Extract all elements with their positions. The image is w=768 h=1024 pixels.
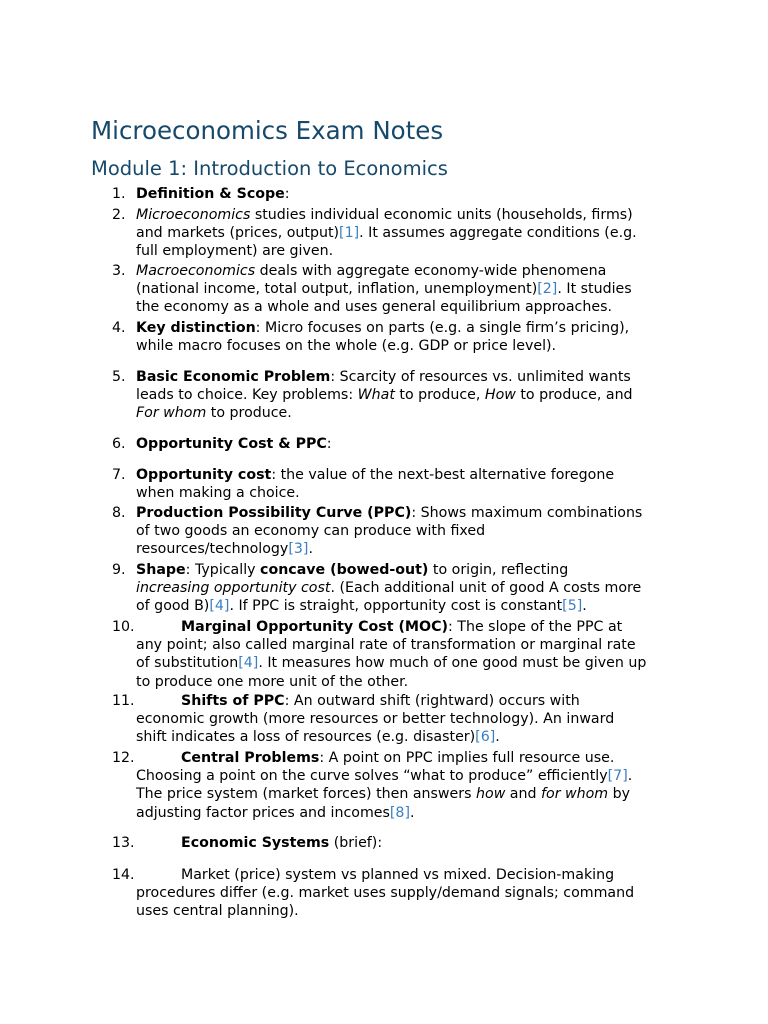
list-item-4 bbox=[112, 319, 692, 355]
bold-text: Definition & Scope bbox=[136, 186, 285, 202]
list-item-8 bbox=[112, 504, 692, 559]
body-text: to produce. bbox=[206, 405, 292, 422]
item-line bbox=[136, 522, 692, 540]
module-heading: Module 1: Introduction to Economics bbox=[91, 157, 448, 180]
body-text: economic growth (more resources or better technology). An inward bbox=[136, 711, 615, 728]
item-number: 7. bbox=[112, 467, 126, 483]
list-item-14 bbox=[112, 866, 692, 921]
item-line bbox=[136, 368, 692, 386]
item-text bbox=[136, 466, 692, 502]
item-text bbox=[136, 561, 692, 616]
item-number: 8. bbox=[112, 505, 126, 521]
item-line bbox=[136, 404, 692, 422]
item-line bbox=[136, 206, 692, 224]
body-text: procedures differ (e.g. market uses supply/demand signals; command bbox=[136, 885, 635, 902]
bold-text: Economic Systems bbox=[181, 835, 330, 851]
body-text: and markets (prices, output) bbox=[136, 225, 340, 242]
body-text: Market (price) system vs planned vs mixed. Decision-making bbox=[181, 867, 615, 883]
body-text: : The slope of the PPC at bbox=[448, 619, 623, 635]
item-line bbox=[136, 884, 692, 902]
bold-text: Marginal Opportunity Cost (MOC) bbox=[181, 619, 448, 635]
body-text: . bbox=[308, 541, 313, 558]
bold-text: Production Possibility Curve (PPC) bbox=[136, 505, 412, 521]
bold-text: Key distinction bbox=[136, 320, 256, 336]
citation-link[interactable]: [3] bbox=[288, 541, 309, 558]
item-line bbox=[136, 280, 692, 298]
item-line bbox=[136, 466, 692, 484]
body-text: . It studies bbox=[557, 281, 632, 298]
list-item-7 bbox=[112, 466, 692, 502]
item-text bbox=[136, 435, 692, 453]
item-line bbox=[136, 902, 692, 920]
item-line bbox=[136, 262, 692, 280]
body-text: of good B) bbox=[136, 598, 210, 615]
list-item-2 bbox=[112, 206, 692, 261]
body-text: : bbox=[326, 436, 332, 452]
item-text bbox=[136, 206, 692, 261]
item-text bbox=[136, 262, 692, 317]
body-text: . bbox=[495, 729, 500, 746]
bold-text: Shifts of PPC bbox=[181, 693, 285, 709]
item-number: 4. bbox=[112, 320, 126, 336]
bold-text: Central Problems bbox=[181, 750, 320, 766]
item-text bbox=[136, 319, 692, 355]
item-text bbox=[136, 834, 692, 852]
body-text: to produce, bbox=[394, 387, 485, 404]
item-line bbox=[136, 337, 692, 355]
item-number: 12. bbox=[112, 750, 135, 766]
body-text: the economy as a whole and uses general equilibrium approaches. bbox=[136, 299, 612, 316]
body-text: : bbox=[284, 186, 290, 202]
body-text: : Micro focuses on parts (e.g. a single firm’s pricing), bbox=[255, 320, 630, 336]
body-text: resources/technology bbox=[136, 541, 289, 558]
italic-text: how bbox=[476, 786, 506, 803]
item-line bbox=[136, 386, 692, 404]
citation-link[interactable]: [5] bbox=[562, 598, 583, 615]
body-text: : An outward shift (rightward) occurs with bbox=[284, 693, 580, 709]
italic-text: Microeconomics bbox=[136, 207, 251, 223]
item-line bbox=[136, 767, 692, 785]
citation-link[interactable]: [2] bbox=[537, 281, 558, 298]
body-text: of substitution bbox=[136, 655, 239, 672]
item-line bbox=[136, 435, 692, 453]
item-number: 6. bbox=[112, 436, 126, 452]
body-text: full employment) are given. bbox=[136, 243, 334, 260]
list-item-12 bbox=[112, 749, 692, 822]
item-number: 5. bbox=[112, 369, 126, 385]
body-text: . It measures how much of one good must be given up bbox=[258, 655, 647, 672]
body-text: while macro focuses on the whole (e.g. GDP or price level). bbox=[136, 338, 557, 355]
item-line bbox=[136, 242, 692, 260]
body-text: when making a choice. bbox=[136, 485, 300, 502]
body-text: studies individual economic units (households, firms) bbox=[250, 207, 633, 223]
item-number: 11. bbox=[112, 693, 135, 709]
item-line bbox=[136, 319, 692, 337]
citation-link[interactable]: [4] bbox=[209, 598, 230, 615]
body-text: . If PPC is straight, opportunity cost is constant bbox=[229, 598, 563, 615]
item-line bbox=[136, 673, 692, 691]
body-text: uses central planning). bbox=[136, 903, 299, 920]
item-line bbox=[136, 749, 692, 767]
citation-link[interactable]: [1] bbox=[339, 225, 360, 242]
item-line bbox=[136, 710, 692, 728]
item-text bbox=[136, 692, 692, 747]
item-text bbox=[136, 866, 692, 921]
item-number: 1. bbox=[112, 186, 126, 202]
item-line bbox=[136, 504, 692, 522]
item-line bbox=[136, 636, 692, 654]
body-text: leads to choice. Key problems: bbox=[136, 387, 358, 404]
citation-link[interactable]: [6] bbox=[475, 729, 496, 746]
item-line bbox=[136, 866, 692, 884]
citation-link[interactable]: [7] bbox=[607, 768, 628, 785]
body-text: . (Each additional unit of good A costs more bbox=[330, 580, 642, 597]
item-line bbox=[136, 579, 692, 597]
item-number: 10. bbox=[112, 619, 135, 635]
body-text: . bbox=[410, 804, 415, 821]
list-item-3 bbox=[112, 262, 692, 317]
body-text: to origin, reflecting bbox=[428, 562, 569, 578]
item-line bbox=[136, 692, 692, 710]
item-number: 14. bbox=[112, 867, 135, 883]
item-number: 13. bbox=[112, 835, 135, 851]
body-text: . It assumes aggregate conditions (e.g. bbox=[359, 225, 637, 242]
italic-text: Macroeconomics bbox=[136, 263, 256, 279]
list-item-5 bbox=[112, 368, 692, 423]
body-text: adjusting factor prices and incomes bbox=[136, 804, 390, 821]
item-number: 9. bbox=[112, 562, 126, 578]
body-text: to produce one more unit of the other. bbox=[136, 673, 409, 690]
item-line bbox=[136, 561, 692, 579]
item-line bbox=[136, 484, 692, 502]
citation-link[interactable]: [8] bbox=[389, 804, 410, 821]
bold-text: concave (bowed-out) bbox=[260, 562, 429, 578]
body-text: any point; also called marginal rate of transformation or marginal rate bbox=[136, 637, 636, 654]
body-text: (national income, total output, inflation, unemployment) bbox=[136, 281, 538, 298]
body-text: shift indicates a loss of resources (e.g. disaster) bbox=[136, 729, 476, 746]
body-text: . bbox=[582, 598, 587, 615]
item-line bbox=[136, 540, 692, 558]
bold-text: Opportunity Cost & PPC bbox=[136, 436, 327, 452]
list-item-10 bbox=[112, 618, 692, 691]
body-text: Choosing a point on the curve solves “what to produce” efficiently bbox=[136, 768, 608, 785]
italic-text: for whom bbox=[541, 786, 609, 803]
item-line bbox=[136, 785, 692, 803]
body-text: of two goods an economy can produce with fixed bbox=[136, 523, 486, 540]
bold-text: Shape bbox=[136, 562, 186, 578]
italic-text: What bbox=[357, 387, 395, 404]
body-text: : Scarcity of resources vs. unlimited wants bbox=[330, 369, 631, 385]
body-text: to produce, and bbox=[515, 387, 633, 404]
body-text: : A point on PPC implies full resource use. bbox=[319, 750, 615, 766]
body-text: and bbox=[505, 786, 542, 803]
item-text bbox=[136, 749, 692, 822]
item-line bbox=[136, 224, 692, 242]
item-line bbox=[136, 654, 692, 672]
list-item-11 bbox=[112, 692, 692, 747]
bold-text: Basic Economic Problem bbox=[136, 369, 331, 385]
list-item-13 bbox=[112, 834, 692, 852]
item-text bbox=[136, 368, 692, 423]
citation-link[interactable]: [4] bbox=[238, 655, 259, 672]
body-text: (brief): bbox=[329, 835, 383, 851]
bold-text: Opportunity cost bbox=[136, 467, 272, 483]
item-line bbox=[136, 298, 692, 316]
item-line bbox=[136, 834, 692, 852]
item-text bbox=[136, 504, 692, 559]
list-item-6 bbox=[112, 435, 692, 453]
item-line bbox=[136, 804, 692, 822]
body-text: deals with aggregate economy-wide phenomena bbox=[255, 263, 607, 279]
italic-text: For whom bbox=[136, 405, 207, 422]
list-item-9 bbox=[112, 561, 692, 616]
item-text bbox=[136, 618, 692, 691]
list-item-1 bbox=[112, 185, 692, 203]
italic-text: increasing opportunity cost bbox=[136, 580, 331, 597]
body-text: The price system (market forces) then answers bbox=[136, 786, 477, 803]
body-text: : Typically bbox=[185, 562, 261, 578]
document-title: Microeconomics Exam Notes bbox=[91, 116, 444, 145]
item-line bbox=[136, 728, 692, 746]
item-number: 2. bbox=[112, 207, 126, 223]
italic-text: How bbox=[484, 387, 516, 404]
item-line bbox=[136, 618, 692, 636]
item-number: 3. bbox=[112, 263, 126, 279]
body-text: . bbox=[627, 768, 633, 785]
item-line bbox=[136, 597, 692, 615]
body-text: : the value of the next-best alternative foregone bbox=[271, 467, 615, 483]
body-text: : Shows maximum combinations bbox=[411, 505, 643, 521]
body-text: by bbox=[608, 786, 631, 803]
item-text bbox=[136, 185, 692, 203]
item-line bbox=[136, 185, 692, 203]
